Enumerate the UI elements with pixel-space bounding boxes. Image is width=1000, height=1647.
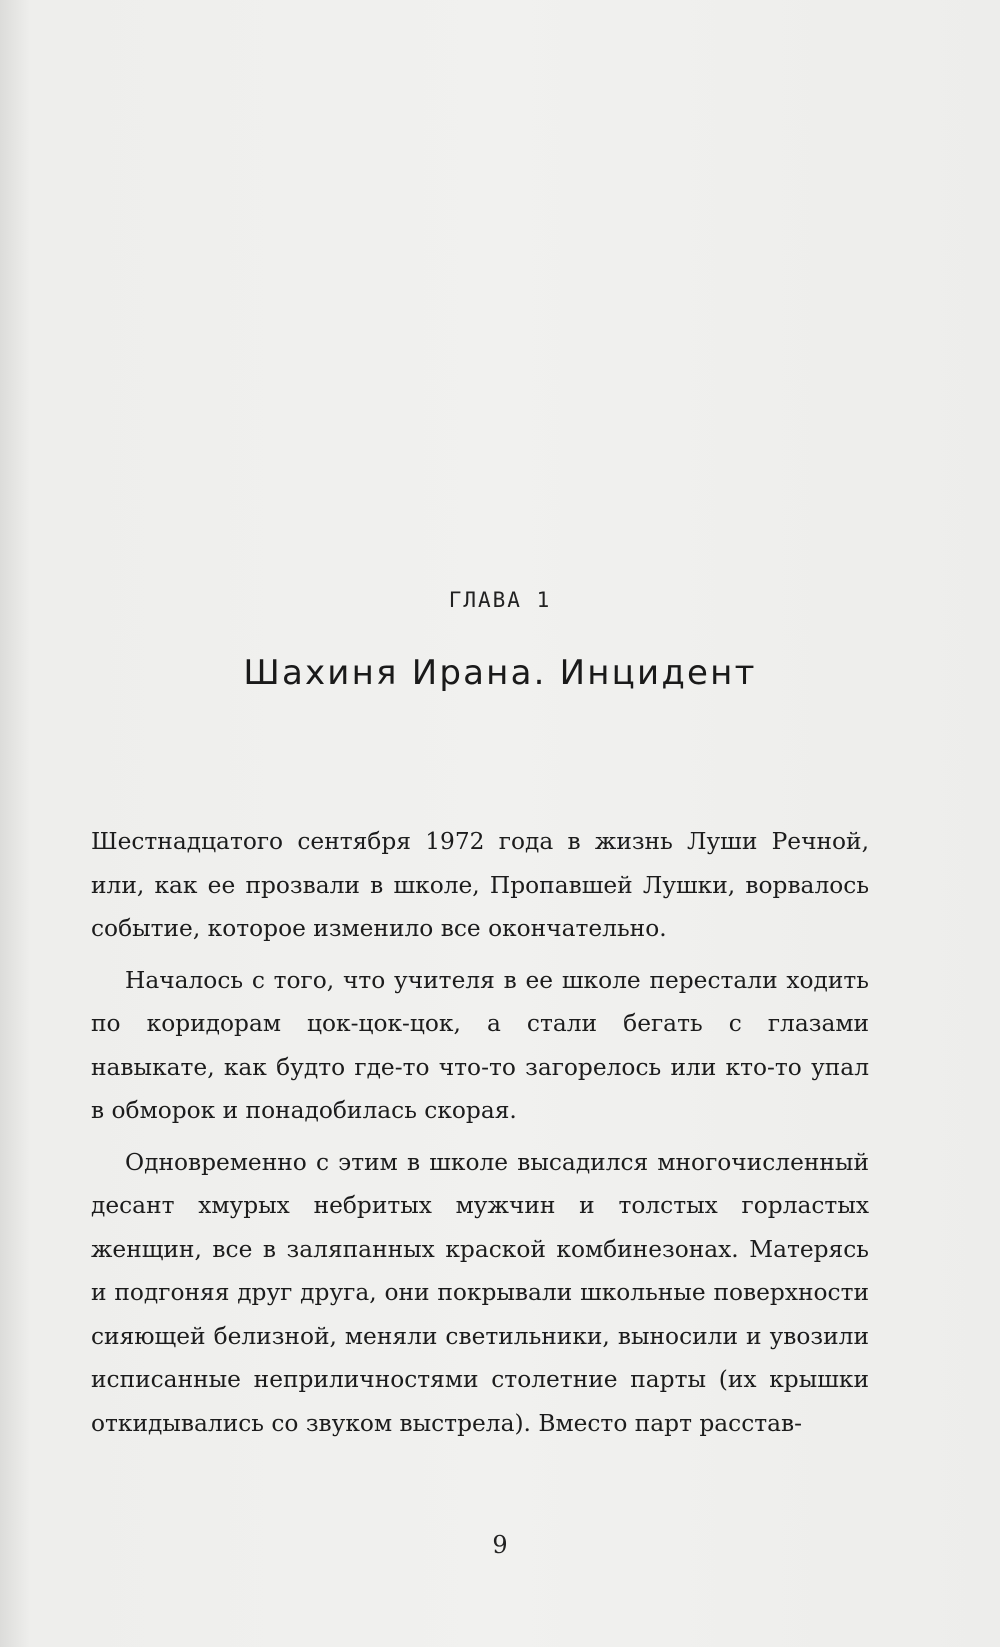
paragraph: Шестнадцатого сентября 1972 года в жизнь Луши Речной, или, как ее прозвали в школе, Пропавшей Лушки, ворвалось событие, которое изменило все окончательно. (91, 828, 869, 942)
chapter-label: ГЛАВА 1 (448, 588, 552, 612)
page-number: 9 (492, 1531, 508, 1559)
chapter-body (91, 820, 869, 1453)
paragraph: Одновременно с этим в школе высадился многочисленный десант хмурых небритых мужчин и толстых горластых женщин, все в заляпанных краской комбинезонах. Матерясь и подгоняя друг друга, они покрывали школьные поверхности сияющей белизной, меняли светильники, выносили и увозили исписанные неприличностями столетние парты (их крышки откидывались со звуком выстрела). Вместо парт расстав- (91, 1148, 869, 1437)
chapter-title: Шахиня Ирана. Инцидент (243, 653, 757, 693)
paragraph: Началось с того, что учителя в ее школе перестали ходить по коридорам цок-цок-цок, а стали бегать с глазами навыкате, как будто где-то что-то загорелось или кто-то упал в обморок и понадобилась скорая. (91, 966, 869, 1124)
